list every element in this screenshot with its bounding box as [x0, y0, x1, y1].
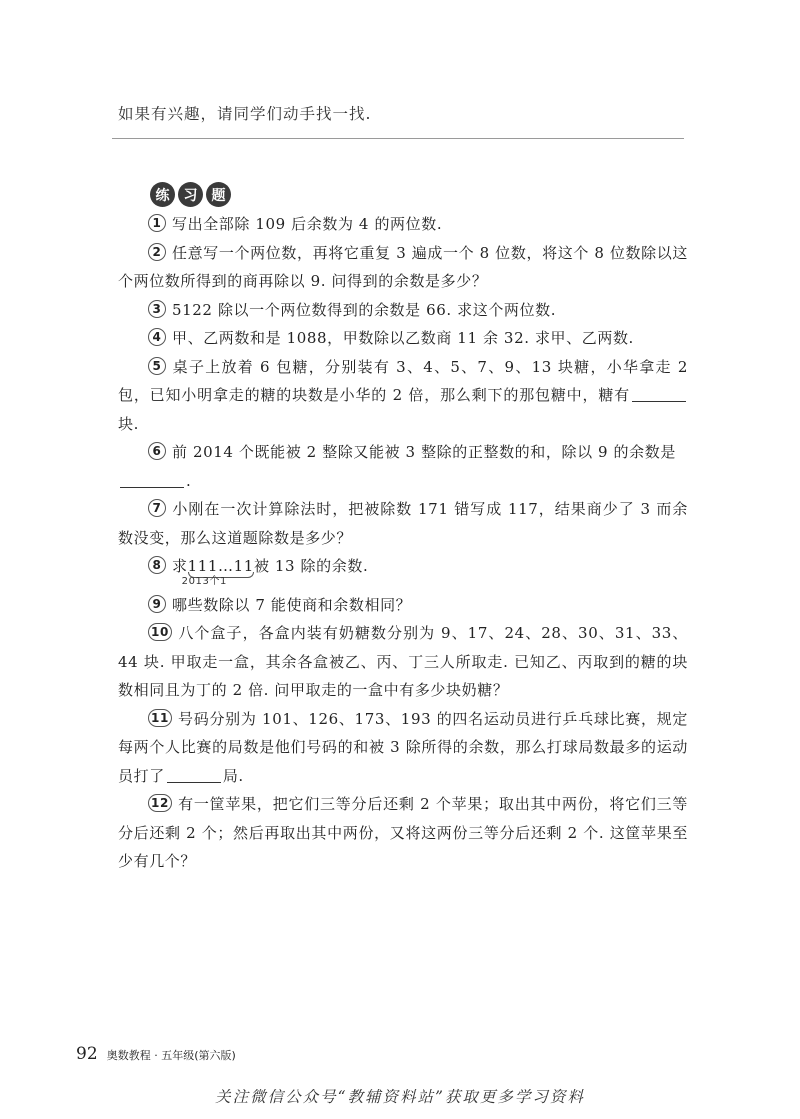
exercise-text-end: 块.: [118, 414, 139, 433]
exercise-text-end: 被 13 除的余数.: [253, 557, 369, 575]
exercise-text: 写出全部除 109 后余数为 4 的两位数.: [172, 215, 443, 233]
exercise-2: [118, 239, 688, 296]
page-footer: [76, 1044, 236, 1064]
exercise-number: 10: [148, 623, 172, 641]
exercise-7: [118, 495, 688, 552]
section-title-char: 练: [150, 182, 175, 207]
exercise-number: 2: [148, 243, 166, 261]
exercise-number: 3: [148, 300, 166, 318]
exercise-number: 1: [148, 214, 166, 232]
exercise-3: [118, 296, 688, 325]
exercise-8: [118, 552, 688, 587]
exercise-number: 5: [148, 357, 166, 375]
exercise-12: [118, 790, 688, 876]
exercise-10: [118, 619, 688, 705]
exercise-number: 8: [148, 556, 166, 574]
exercise-number: 9: [148, 595, 166, 613]
watermark-text: 关注微信公众号“教辅资料站”获取更多学习资料: [215, 1088, 585, 1106]
book-title: 奥数教程 · 五年级(第六版): [106, 1049, 236, 1062]
exercise-6: [118, 438, 688, 495]
repeated-digits-text: 111…11: [187, 557, 254, 575]
exercise-text: 求: [172, 557, 188, 575]
divider: [112, 138, 684, 139]
section-title-char: 习: [178, 182, 203, 207]
answer-blank: [632, 400, 686, 402]
section-heading: [150, 182, 231, 207]
exercise-text: 任意写一个两位数，再将它重复 3 遍成一个 8 位数，将这个 8 位数除以这个两位数所得到的商再除以 9. 问得到的余数是多少？: [118, 243, 688, 290]
exercise-9: [118, 591, 688, 620]
top-note: 如果有兴趣，请同学们动手找一找.: [118, 105, 372, 123]
exercise-text-end: 局.: [222, 766, 244, 785]
exercise-number: 11: [148, 709, 172, 727]
answer-blank: [167, 781, 221, 783]
exercise-text: 号码分别为 101、126、173、193 的四名运动员进行乒乓球比赛，规定每两个人比赛的局数是他们号码的和被 3 除所得的余数，那么打球局数最多的运动员打了: [118, 709, 688, 785]
page-number: 92: [76, 1044, 98, 1064]
exercise-text: 桌子上放着 6 包糖，分别装有 3、4、5、7、9、13 块糖，小华拿走 2 包，已知小明拿走的糖的块数是小华的 2 倍，那么剩下的那包糖中，糖有: [118, 357, 688, 404]
exercise-5: [118, 353, 688, 439]
exercise-text-end: .: [186, 471, 192, 490]
repeated-digits: [181, 552, 254, 587]
exercise-text: 甲、乙两数和是 1088，甲数除以乙数商 11 余 32. 求甲、乙两数.: [172, 329, 634, 347]
exercise-4: [118, 324, 688, 353]
exercise-text: 小刚在一次计算除法时，把被除数 171 错写成 117，结果商少了 3 而余数没变，那么这道题除数是多少？: [118, 500, 688, 547]
exercise-text: 前 2014 个既能被 2 整除又能被 3 整除的正整数的和，除以 9 的余数是: [172, 443, 676, 461]
exercise-number: 6: [148, 442, 166, 460]
exercise-text: 有一筐苹果，把它们三等分后还剩 2 个苹果；取出其中两份，将它们三等分后还剩 2 个；然后再取出其中两份，又将这两份三等分后还剩 2 个. 这筐苹果至少有几个？: [118, 795, 688, 870]
exercise-number: 12: [148, 794, 172, 812]
exercise-11: [118, 705, 688, 791]
section-title-char: 题: [206, 182, 231, 207]
exercise-list: [118, 210, 688, 876]
exercise-text: 5122 除以一个两位数得到的余数是 66. 求这个两位数.: [172, 300, 557, 319]
exercise-text: 哪些数除以 7 能使商和余数相同？: [172, 595, 412, 614]
exercise-text: 八个盒子，各盒内装有奶糖数分别为 9、17、24、28、30、31、33、44 块. 甲取走一盒，其余各盒被乙、丙、丁三人所取走. 已知乙、丙取到的糖的块数相同且为丁的 2 倍. 问甲取走的一盒中有多少块奶糖？: [118, 624, 688, 699]
exercise-number: 4: [148, 328, 166, 346]
underbrace-label: 2013个1: [181, 576, 228, 587]
answer-blank: [120, 486, 184, 488]
exercise-number: 7: [148, 499, 166, 517]
exercise-1: [118, 210, 688, 239]
